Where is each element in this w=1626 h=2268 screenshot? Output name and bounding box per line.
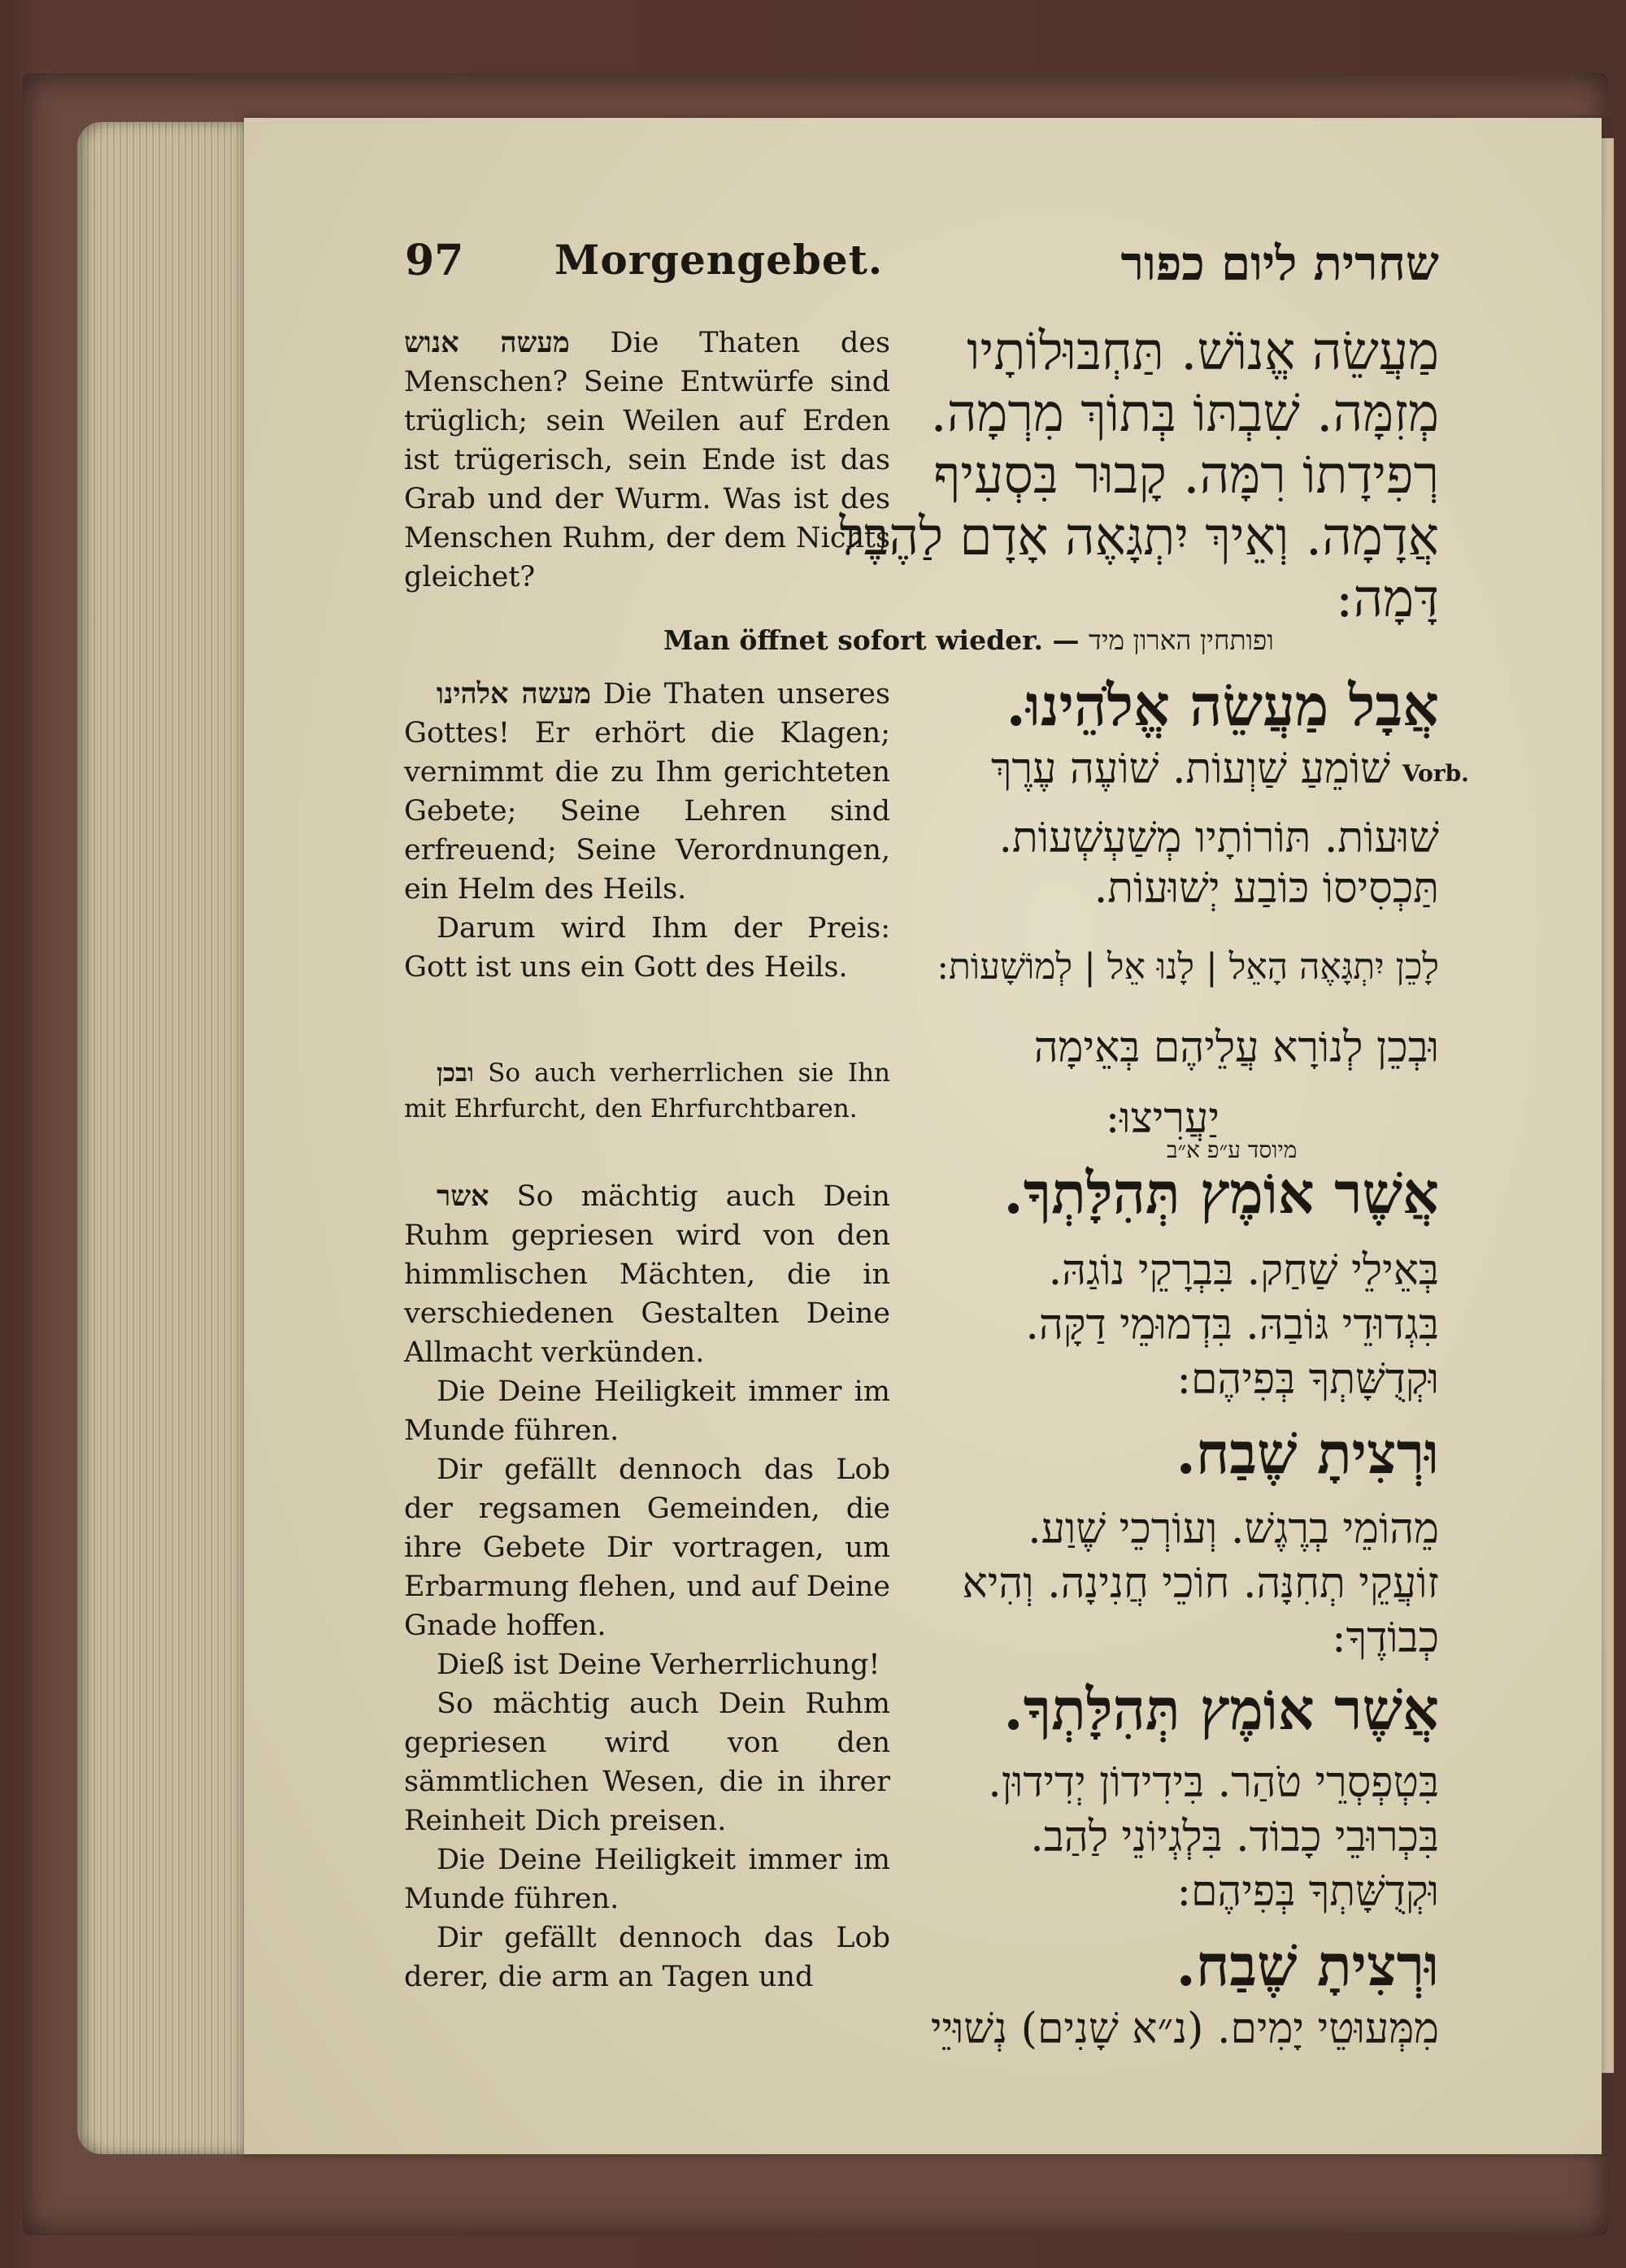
- hebrew-cue: מעשה אלהינו: [437, 677, 591, 710]
- german-paragraph: So mächtig auch Dein Ruhm gepriesen wird von den himmlischen Mächten, die in verschiedenen Gestalten Deine Allmacht verkünden.: [404, 1180, 890, 1369]
- hebrew-heading-1: אֲבָל מַעֲשֵׂה אֱלֹהֵינוּ.: [1006, 671, 1439, 739]
- german-block-4: [404, 1177, 890, 1996]
- hebrew-cue: אשר: [437, 1180, 489, 1213]
- running-title-hebrew: שחרית ליום כפור: [1120, 236, 1439, 291]
- hebrew-block-4: [902, 1502, 1439, 1666]
- hebrew-heading-2: אֲשֶׁר אוֹמֶץ תְּהִלָּתְךָ.: [1003, 1159, 1439, 1227]
- hebrew-line: כְבוֹדֶךָ:: [1332, 1614, 1439, 1662]
- vorbeter-note: Vorb.: [1402, 760, 1469, 787]
- hebrew-line: מְזִמָּה. שִׁבְתּוֹ בְּתוֹךְ מִרְמָה.: [930, 384, 1439, 444]
- hebrew-line: בִּכְרוּבֵי כָבוֹד. בִּלְגְיוֹנֵי לַהַב.: [1030, 1813, 1439, 1862]
- hebrew-line: וּקְדֻשָּׁתְךָ בְּפִיהֶם:: [1176, 1355, 1439, 1404]
- german-paragraph: So mächtig auch Dein Ruhm gepriesen wird von den sämmtlichen Wesen, die in ihrer Reinheit Dich preisen.: [404, 1688, 890, 1837]
- german-block-1: [404, 324, 890, 597]
- german-paragraph: Die Thaten unseres Gottes! Er erhört die Klagen; vernimmt die zu Ihm gerichteten Gebete; Seine Lehren sind erfreuend; Seine Verordnungen, ein Helm des Heils.: [404, 678, 890, 906]
- hebrew-block-5: [902, 1756, 1439, 1919]
- rubric-hebrew: ופותחין הארון מיד: [1088, 624, 1274, 656]
- hebrew-line: רְפִידָתוֹ רִמָּה. קָבוּר בִּסְעִיף: [933, 445, 1439, 506]
- hebrew-cue: מעשה אנוש: [404, 326, 570, 359]
- hebrew-line: וּקְדֻשָּׁתְךָ בְּפִיהֶם:: [1176, 1867, 1439, 1916]
- hebrew-heading-4: אֲשֶׁר אוֹמֶץ תְּהִלָּתְךָ.: [1003, 1675, 1439, 1743]
- hebrew-line: וּבְכֵן לְנוֹרָא עֲלֵיהֶם בְּאֵימָה: [1033, 1023, 1439, 1072]
- hebrew-line: תַּכְסִיסוֹ כּוֹבַע יְשׁוּעוֹת.: [1093, 864, 1439, 913]
- german-paragraph: Die Deine Heiligkeit immer im Munde führen.: [404, 1844, 890, 1915]
- hebrew-heading-3: וּרְצִיתָ שֶׁבַח.: [1176, 1419, 1439, 1487]
- running-title-german: Morgengebet.: [554, 236, 884, 284]
- german-block-2: [404, 675, 890, 987]
- hebrew-line: מִמְּעוּטֵי יָמִים. (נ״א שָׁנִים) נְשׁוּיֵי: [930, 2005, 1439, 2053]
- hebrew-block-1: [839, 321, 1439, 630]
- hebrew-block-3: [902, 1244, 1439, 1407]
- hebrew-line: שׁוֹמֵעַ שַׁוְעוֹת. שׁוֹעֶה עֶרֶךְ: [990, 745, 1390, 793]
- german-paragraph: Dir gefällt dennoch das Lob der regsamen Gemeinden, die ihre Gebete Dir vortragen, um Erbarmung flehen, und auf Deine Gnade hoffen.: [404, 1453, 890, 1642]
- hebrew-line: זוֹעֲקֵי תְחִנָּה. חוֹכֵי חֲנִינָה. וְהִיא: [962, 1559, 1439, 1608]
- german-paragraph: Die Thaten des Menschen? Seine Entwürfe sind trüglich; sein Weilen auf Erden ist trügerisch, sein Ende ist das Grab und der Wurm. Was ist des Menschen Ruhm, der dem Nichts gleichet?: [404, 327, 890, 593]
- hebrew-line: יַעֲרִיצוּ:: [1105, 1094, 1220, 1143]
- hebrew-line: שׁוּעוֹת. תּוֹרוֹתָיו מְשַׁעְשְׁעוֹת.: [998, 814, 1439, 862]
- hebrew-line: דָּמָה:: [1335, 569, 1439, 629]
- german-paragraph: Dieß ist Deine Verherrlichung!: [437, 1649, 880, 1681]
- rubric-german: Man öffnet sofort wieder. —: [663, 624, 1080, 656]
- hebrew-line: בְּאֵילֵי שַׁחַק. בִּבְרָקֵי נוֹגַהּ.: [1048, 1246, 1439, 1295]
- hebrew-line: מַעֲשֵׂה אֱנוֹשׁ. תַּחְבּוּלוֹתָיו: [967, 322, 1439, 382]
- hebrew-line: לָכֵן יִתְגָּאֶה הָאֵל | לָנוּ אֵל | לְמוֹשָׁעוֹת:: [937, 946, 1439, 988]
- acrostic-note: מיוסד ע״פ א״ב: [1167, 1136, 1298, 1163]
- hebrew-line: אֲדָמָה. וְאֵיךְ יִתְגָּאֶה אָדָם לַהֶבֶל: [839, 507, 1439, 567]
- page-number: 97: [405, 236, 464, 285]
- hebrew-heading-5: וּרְצִיתָ שֶׁבַח.: [1176, 1931, 1439, 1999]
- german-paragraph: So auch verherrlichen sie Ihn mit Ehrfurcht, den Ehrfurchtbaren.: [404, 1058, 891, 1123]
- german-paragraph: Die Deine Heiligkeit immer im Munde führen.: [404, 1375, 890, 1447]
- hebrew-line: מֵהוֹמֵי בְרֶגֶשׁ. וְעוֹרְכֵי שֶׁוַע.: [1028, 1505, 1439, 1553]
- page-edges: [77, 122, 264, 2154]
- hebrew-cue: ובכן: [437, 1058, 474, 1088]
- german-paragraph: Dir gefällt dennoch das Lob derer, die arm an Tagen und: [404, 1922, 890, 1993]
- hebrew-line: בִּטְפְסְרֵי טֹהַר. בִּידִידוֹן יְדִידוּן.: [988, 1758, 1439, 1807]
- german-block-3: [404, 1055, 890, 1127]
- hebrew-line: בִּגְדוּדֵי גּוֹבַהּ. בִּדְמוּמֵי דַקָּה.: [1025, 1301, 1439, 1349]
- hebrew-block-2: [902, 813, 1439, 914]
- german-paragraph: Darum wird Ihm der Preis: Gott ist uns ein Gott des Heils.: [404, 912, 890, 984]
